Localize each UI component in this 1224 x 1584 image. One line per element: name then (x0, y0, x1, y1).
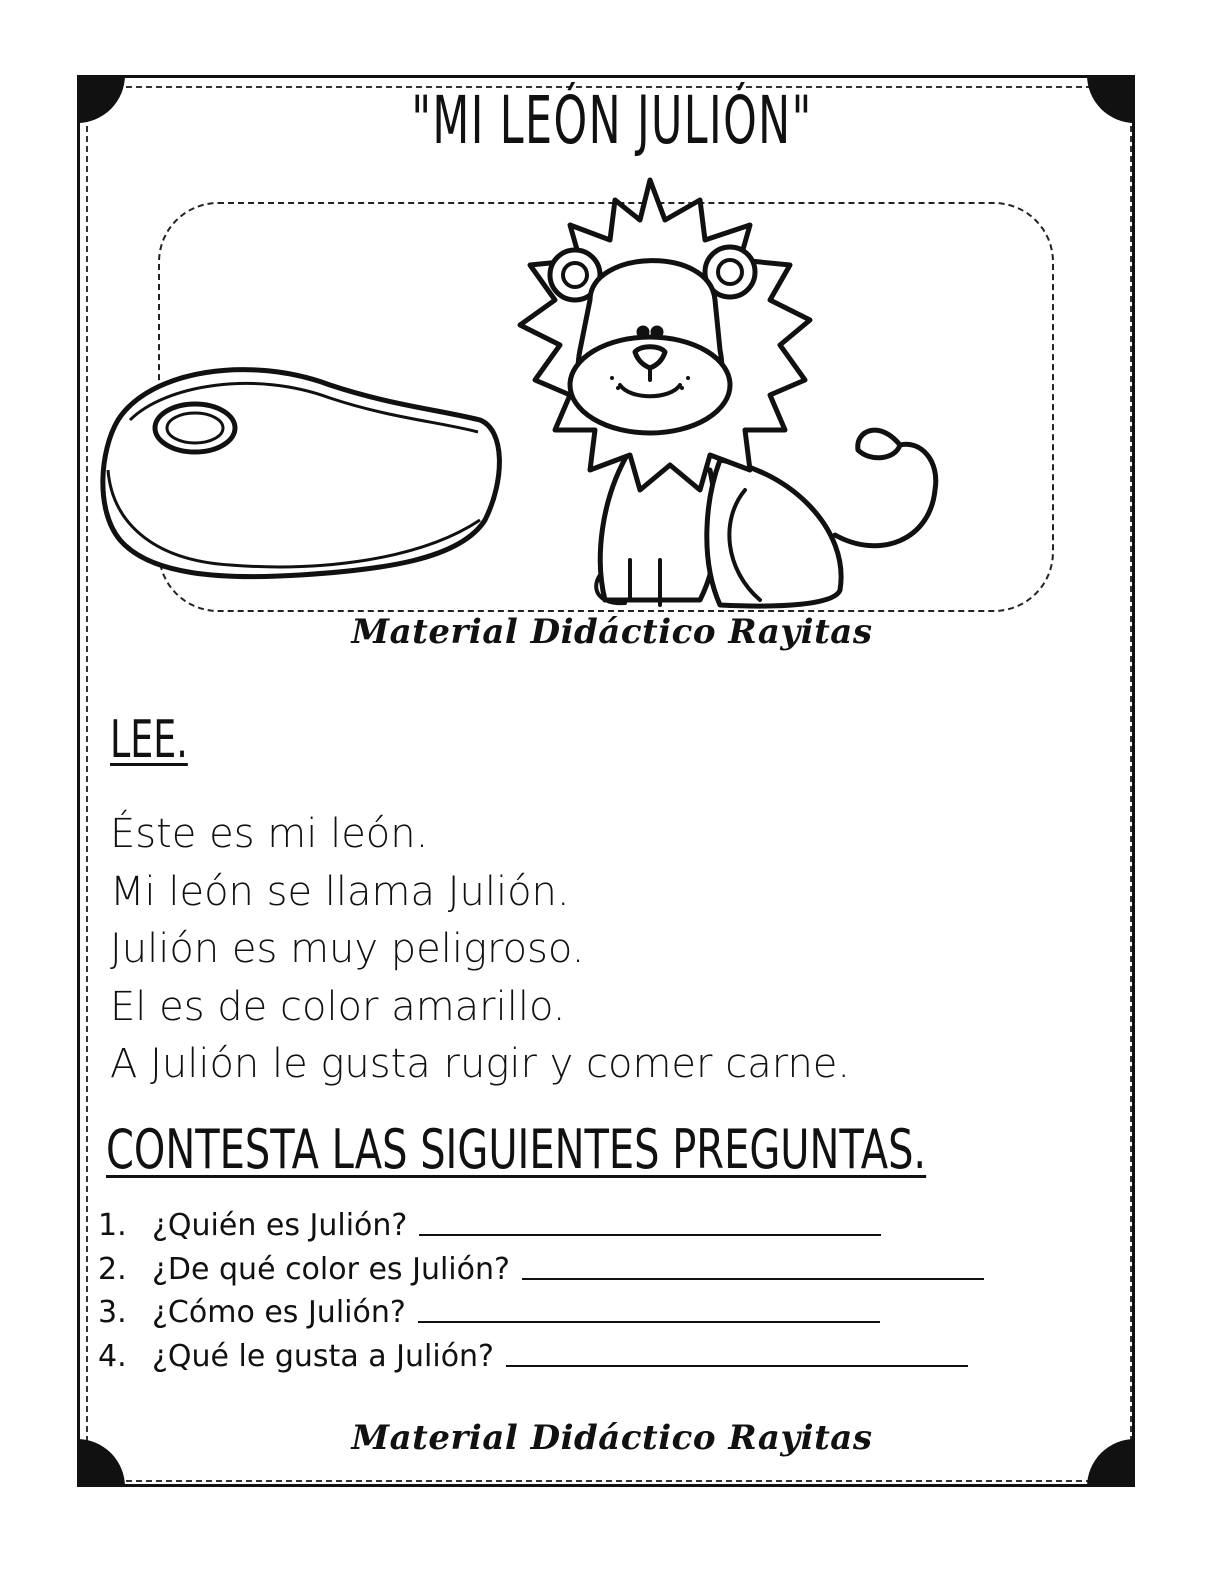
brand-watermark: Material Didáctico Rayitas (351, 612, 873, 652)
worksheet-title: "MI LEÓN JULIÓN" (411, 82, 813, 159)
question-item (98, 1335, 984, 1379)
question-text: ¿Quién es Julión? (152, 1208, 408, 1243)
brand-watermark: Material Didáctico Rayitas (351, 1418, 873, 1458)
answer-line[interactable] (418, 1291, 880, 1323)
reading-passage (110, 806, 850, 1094)
section-heading-read: LEE. (110, 710, 188, 770)
reading-line: A Julión le gusta rugir y comer carne. (110, 1041, 851, 1087)
questions-list (98, 1204, 984, 1378)
reading-line: Mi león se llama Julión. (110, 868, 570, 915)
question-number: 1. (98, 1208, 127, 1243)
question-number: 3. (98, 1295, 127, 1330)
question-number: 2. (98, 1251, 127, 1287)
question-text: ¿Qué le gusta a Julión? (152, 1338, 494, 1374)
question-text: ¿De qué color es Julión? (152, 1251, 510, 1287)
answer-line[interactable] (522, 1248, 984, 1280)
question-item (98, 1248, 984, 1292)
answer-line[interactable] (506, 1335, 968, 1367)
question-number: 4. (98, 1338, 127, 1374)
question-text: ¿Cómo es Julión? (152, 1295, 406, 1330)
question-item (98, 1204, 984, 1248)
answer-line[interactable] (419, 1204, 881, 1236)
question-item (98, 1291, 984, 1335)
illustration-frame (158, 202, 1054, 612)
reading-line: El es de color amarillo. (110, 983, 566, 1030)
reading-line: Julión es muy peligroso. (110, 926, 585, 972)
reading-line: Éste es mi león. (110, 811, 429, 857)
section-heading-answer: CONTESTA LAS SIGUIENTES PREGUNTAS. (106, 1118, 927, 1181)
